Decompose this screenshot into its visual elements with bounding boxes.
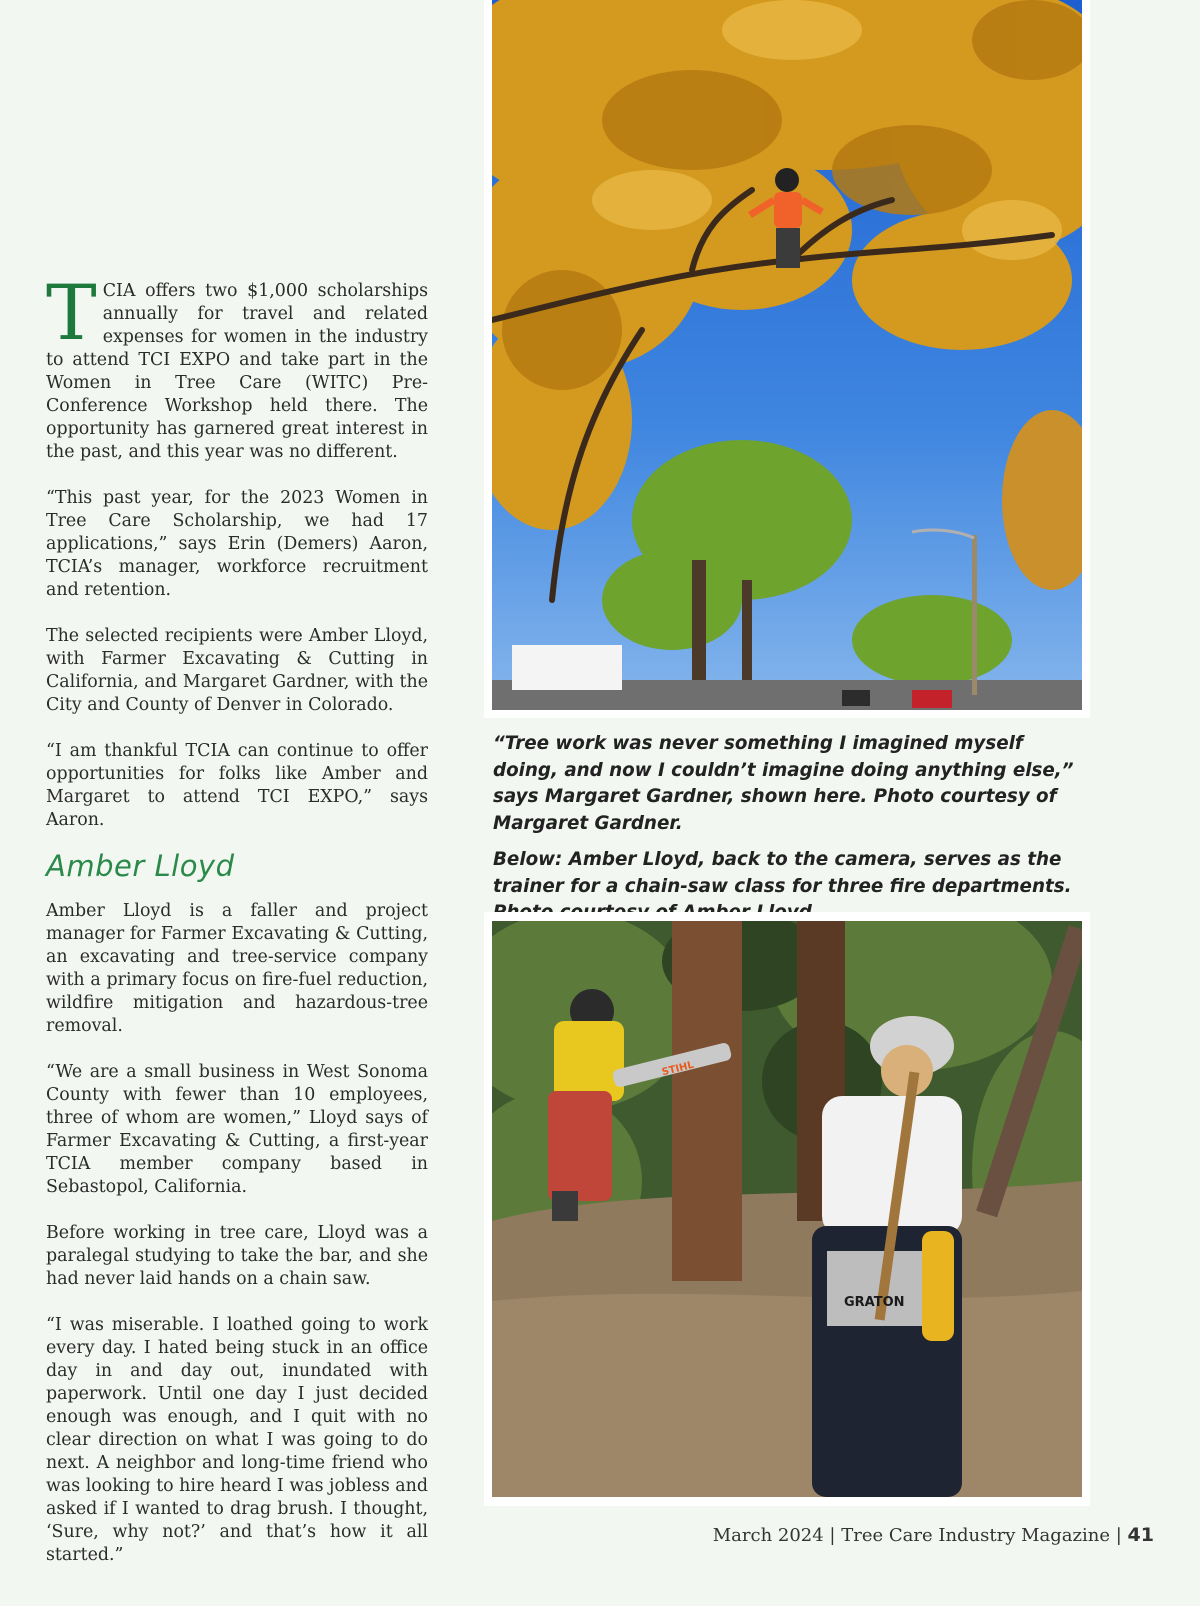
sticker-text: GRATON <box>844 1295 905 1310</box>
paragraph: “I was miserable. I loathed going to work every day. I hated being stuck in an office day in and day out, inundated with paperwork. Until one day I just decided enough was enough, and I quit with no clear direction on what I was going to do next. A neighbor and long-time friend who was looking to hire heard I was jobless and asked if I wanted to drag brush. I thought, ‘Sure, why not?’ and that’s how it all started.” <box>46 1315 428 1565</box>
paragraph: Before working in tree care, Lloyd was a paralegal studying to take the bar, and she had never laid hands on a chain saw. <box>46 1223 428 1289</box>
page-number: 41 <box>1127 1524 1154 1546</box>
chainsaw-class-illustration <box>492 921 1082 1497</box>
tree-climber-illustration <box>492 0 1082 710</box>
paragraph: The selected recipients were Amber Lloyd, with Farmer Excavating & Cutting in California, and Margaret Gardner, with the City and County of Denver in Colorado. <box>46 626 428 715</box>
paragraph-intro <box>46 268 428 464</box>
footer-publication: March 2024 | Tree Care Industry Magazine | <box>712 1525 1122 1546</box>
photo-chainsaw-class <box>492 921 1082 1497</box>
caption-top: “Tree work was never something I imagined myself doing, and now I couldn’t imagine doing anything else,” says Margaret Gardner, shown here. Photo courtesy of Margaret Gardner. <box>493 733 1074 834</box>
paragraph: Amber Lloyd is a faller and project manager for Farmer Excavating & Cutting, an excavating and tree-service company with a primary focus on fire-fuel reduction, wildfire mitigation and hazardous-tree removal. <box>46 901 428 1036</box>
paragraph: “This past year, for the 2023 Women in Tree Care Scholarship, we had 17 applications,” says Erin (Demers) Aaron, TCIA’s manager, workforce recruitment and retention. <box>46 488 428 600</box>
paragraph: “I am thankful TCIA can continue to offer opportunities for folks like Amber and Margaret to attend TCI EXPO,” says Aaron. <box>46 741 428 830</box>
paragraph: “We are a small business in West Sonoma County with fewer than 10 employees, three of whom are women,” Lloyd says of Farmer Excavating & Cutting, a first-year TCIA member company based in Sebastopol, California. <box>46 1062 428 1197</box>
page-footer <box>713 1524 1154 1546</box>
photo-tree-climber <box>492 0 1082 710</box>
photo-frame-top <box>484 0 1090 718</box>
saw-brand-text: STIHL <box>660 1059 696 1079</box>
paragraph-intro-text: CIA offers two $1,000 scholarships annually for travel and related expenses for women in the industry to attend TCI EXPO and take part in the Women in Tree Care (WITC) Pre-Conference Workshop held there. The opportunity has garnered great interest in the past, and this year was no different. <box>46 281 428 462</box>
article-body <box>46 268 428 1590</box>
photo-frame-bottom <box>484 912 1090 1506</box>
caption-bottom: Below: Amber Lloyd, back to the camera, serves as the trainer for a chain-saw class for three fire departments. <box>493 849 1072 897</box>
photo-captions <box>493 731 1083 937</box>
section-heading-amber-lloyd: Amber Lloyd <box>46 849 235 883</box>
drop-cap: T <box>46 268 97 357</box>
